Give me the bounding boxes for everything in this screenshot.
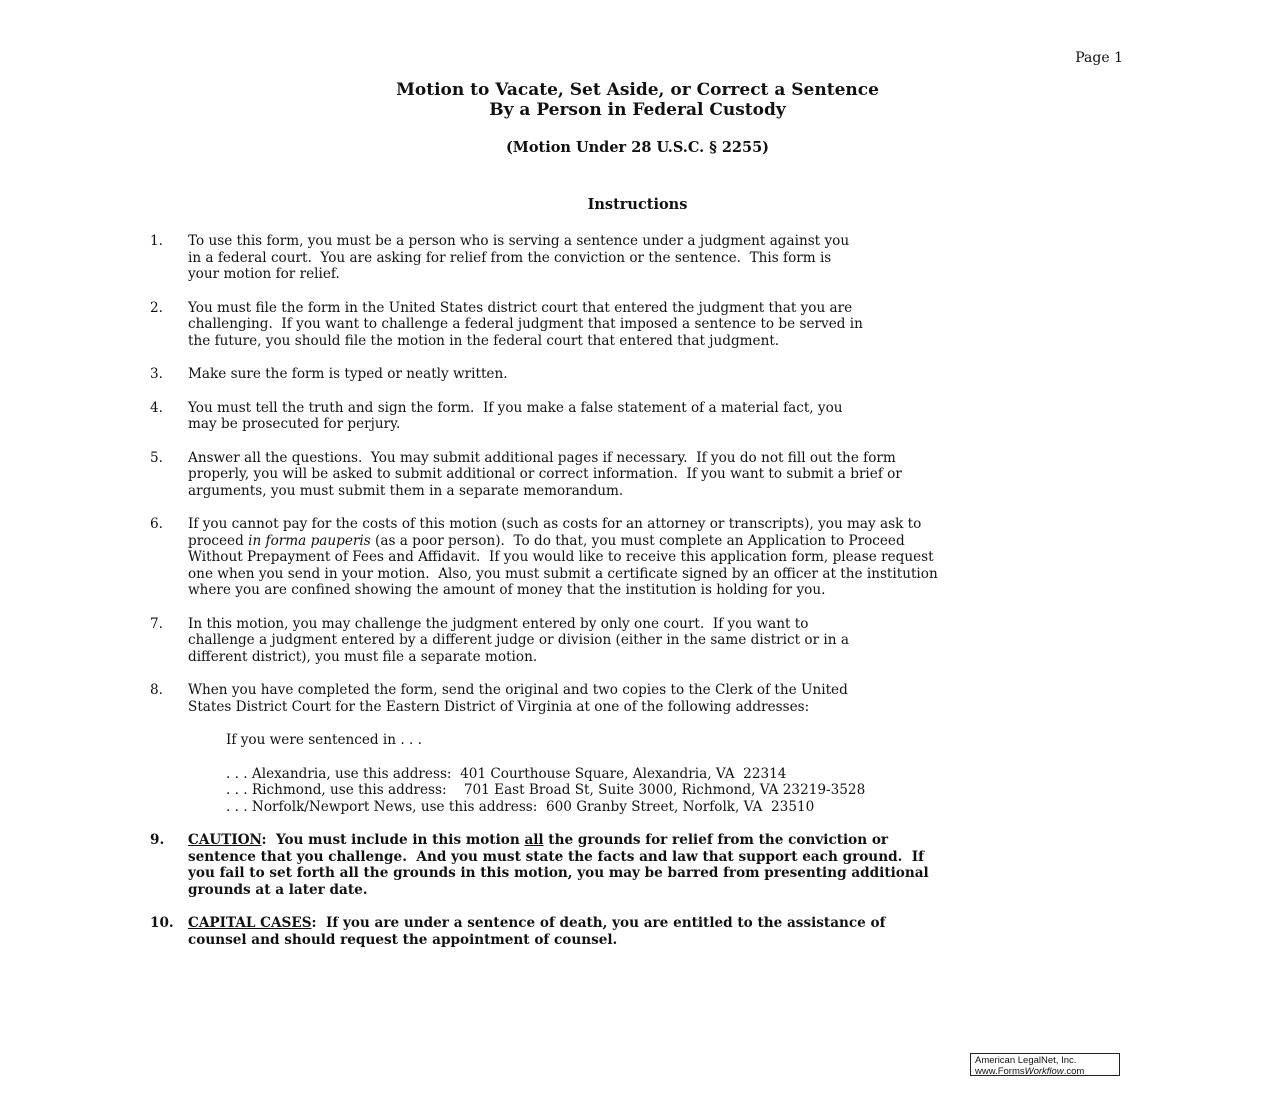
text-line: [188, 450, 1140, 467]
text-segment: If you cannot pay for the costs of this motion (such as costs for an attorney or transcripts), you may ask to: [188, 516, 922, 532]
address-row: . . . Alexandria, use this address: 401 Courthouse Square, Alexandria, VA 22314: [226, 765, 787, 782]
text-segment: (as a poor person). To do that, you must complete an Application to Proceed: [370, 532, 905, 549]
list-item: [150, 233, 1140, 283]
list-item: [150, 915, 1140, 948]
text-line: [188, 882, 1140, 899]
text-segment: sentence that you challenge. And you must state the facts and law that support each ground. If: [188, 848, 924, 865]
text-segment: arguments, you must submit them in a separate memorandum.: [188, 482, 624, 499]
text-line: [188, 366, 1140, 383]
title-line: By a Person in Federal Custody: [489, 100, 786, 120]
item-number: 3.: [150, 366, 163, 382]
item-number: 5.: [150, 449, 163, 466]
text-segment: CAPITAL CASES: [188, 915, 312, 931]
list-item: [150, 366, 1140, 383]
list-item: [150, 682, 1140, 715]
publisher-footer: [970, 1053, 1120, 1076]
text-line: [188, 682, 1140, 699]
text-line: [188, 516, 1140, 533]
item-number: 10.: [150, 915, 174, 931]
item-number: 2.: [150, 299, 163, 316]
list-item: [150, 616, 1140, 666]
text-line: [188, 400, 1140, 417]
text-segment: You must file the form in the United States district court that entered the judgment that you are: [188, 299, 853, 316]
list-item: [150, 832, 1140, 898]
text-line: [188, 649, 1140, 666]
text-segment: : You must include in this motion: [261, 832, 525, 848]
text-segment: Answer all the questions. You may submit additional pages if necessary. If you do not fill out the form: [188, 449, 896, 466]
text-segment: : If you are under a sentence of death, you are entitled to the assistance of: [311, 915, 886, 931]
text-line: [188, 582, 1140, 599]
document-subtitle: (Motion Under 28 U.S.C. § 2255): [505, 139, 770, 156]
list-item: [150, 450, 1140, 500]
text-line: [188, 266, 1140, 283]
item-text: [188, 915, 1140, 948]
text-line: [188, 533, 1140, 550]
text-segment: Without Prepayment of Fees and Affidavit. If you would like to receive this application form, please request: [188, 549, 934, 565]
text-line: [188, 316, 1140, 333]
item-text: [188, 450, 1140, 500]
text-segment: your motion for relief.: [188, 266, 340, 282]
url-part: Workflow: [1024, 1066, 1064, 1077]
address-intro: If you were sentenced in . . .: [226, 732, 422, 748]
item-text: [188, 300, 1140, 350]
text-segment: where you are confined showing the amount of money that the institution is holding for you.: [188, 582, 826, 598]
text-line: [188, 483, 1140, 500]
text-line: [188, 849, 1140, 866]
text-line: [188, 616, 1140, 633]
text-segment: the future, you should file the motion in the federal court that entered that judgment.: [188, 332, 780, 349]
document-title: [0, 80, 1275, 120]
item-number: 9.: [150, 832, 165, 848]
text-line: [188, 416, 1140, 433]
text-line: [188, 233, 1140, 250]
text-line: [188, 832, 1140, 849]
text-line: [188, 865, 1140, 882]
text-segment: grounds at a later date.: [188, 881, 368, 898]
text-segment: Make sure the form is typed or neatly written.: [188, 366, 508, 382]
page-number: Page 1: [1075, 50, 1123, 66]
text-segment: In this motion, you may challenge the judgment entered by only one court. If you want to: [188, 615, 809, 632]
url-part: .com: [1063, 1066, 1085, 1077]
item-text: [188, 832, 1140, 898]
item-number: 6.: [150, 516, 163, 532]
address-list: [226, 766, 1140, 816]
text-line: [188, 549, 1140, 566]
text-segment: When you have completed the form, send the original and two copies to the Clerk of the United: [188, 682, 848, 698]
text-segment: challenging. If you want to challenge a federal judgment that imposed a sentence to be served in: [188, 316, 863, 332]
text-line: [188, 466, 1140, 483]
list-item: [150, 400, 1140, 433]
text-segment: challenge a judgment entered by a different judge or division (either in the same district or in a: [188, 632, 849, 648]
text-segment: States District Court for the Eastern District of Virginia at one of the following addresses:: [188, 698, 810, 715]
item-number: 8.: [150, 682, 163, 698]
text-line: [188, 915, 1140, 932]
text-line: [188, 300, 1140, 317]
text-line: [188, 566, 1140, 583]
text-segment: proceed: [188, 532, 249, 549]
text-segment: To use this form, you must be a person who is serving a sentence under a judgment against you: [188, 233, 850, 249]
item-text: [188, 366, 1140, 383]
text-segment: in a federal court. You are asking for relief from the conviction or the sentence. This form is: [188, 249, 832, 266]
item-text: [188, 616, 1140, 666]
item-number: 7.: [150, 615, 163, 632]
text-line: [188, 932, 1140, 949]
text-segment: you fail to set forth all the grounds in this motion, you may be barred from presenting additional: [188, 865, 929, 881]
address-row: . . . Norfolk/Newport News, use this address: 600 Granby Street, Norfolk, VA 23510: [226, 798, 815, 815]
text-line: [188, 333, 1140, 350]
text-segment: one when you send in your motion. Also, you must submit a certificate signed by an officer at the institution: [188, 565, 938, 582]
text-segment: in forma pauperis: [248, 532, 371, 549]
item-number: 1.: [150, 233, 163, 249]
footer-url: [975, 1066, 1119, 1077]
text-segment: CAUTION: [188, 832, 262, 848]
text-line: [188, 632, 1140, 649]
instructions-heading: Instructions: [587, 196, 688, 213]
text-segment: counsel and should request the appointment of counsel.: [188, 931, 618, 948]
text-segment: may be prosecuted for perjury.: [188, 416, 401, 432]
text-segment: different district), you must file a separate motion.: [188, 648, 538, 665]
title-line: Motion to Vacate, Set Aside, or Correct a Sentence: [396, 80, 879, 100]
item-number: 4.: [150, 399, 163, 416]
address-row: . . . Richmond, use this address: 701 East Broad St, Suite 3000, Richmond, VA 23219-3528: [226, 782, 866, 798]
url-part: www.Forms: [975, 1066, 1025, 1077]
list-item: [150, 300, 1140, 350]
item-text: [188, 682, 1140, 715]
instructions-list: [150, 233, 1140, 965]
address-block: [188, 732, 1140, 815]
text-segment: You must tell the truth and sign the form. If you make a false statement of a material fact, you: [188, 399, 843, 416]
text-segment: the grounds for relief from the conviction or: [543, 832, 889, 848]
text-segment: all: [524, 832, 544, 848]
item-text: [188, 233, 1140, 283]
text-line: [188, 699, 1140, 716]
text-line: [188, 250, 1140, 267]
text-segment: properly, you will be asked to submit additional or correct information. If you want to submit a brief or: [188, 466, 902, 482]
footer-publisher: American LegalNet, Inc.: [975, 1055, 1077, 1066]
item-text: [188, 516, 1140, 599]
item-text: [188, 400, 1140, 433]
list-item: [150, 516, 1140, 599]
